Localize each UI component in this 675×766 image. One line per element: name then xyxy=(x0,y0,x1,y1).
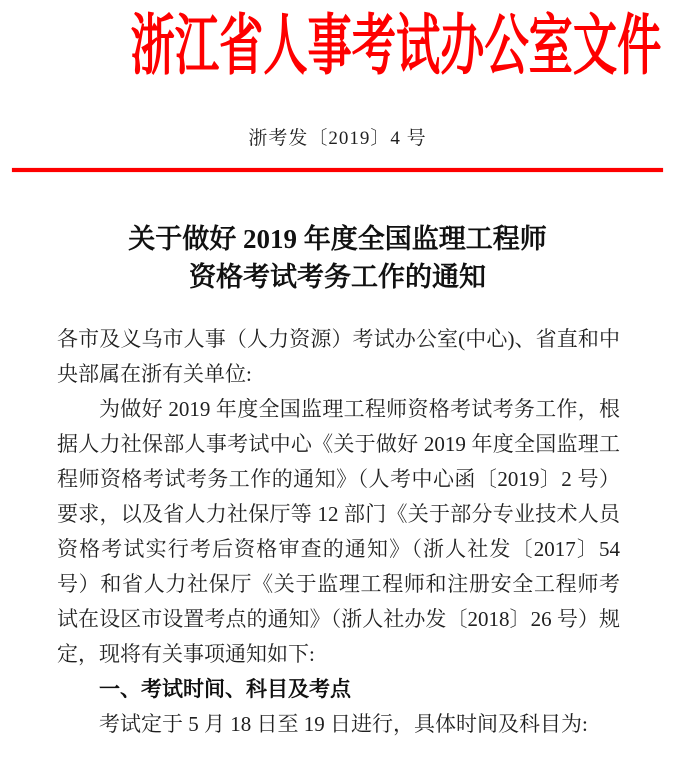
document-body xyxy=(57,322,620,742)
section1-heading: 一、考试时间、科目及考点 xyxy=(99,678,351,701)
exam-schedule-paragraph: 考试定于 5 月 18 日至 19 日进行，具体时间及科目为: xyxy=(99,712,588,736)
notice-title-line1: 关于做好 2019 年度全国监理工程师 xyxy=(128,224,547,254)
document-number: 浙考发〔2019〕4 号 xyxy=(248,128,427,149)
intro-paragraph: 为做好 2019 年度全国监理工程师资格考试考务工作，根据人力社保部人事考试中心《关于做好 2019 年度全国监理工程师资格考试考务工作的通知》（人考中心函〔2019〕2 号）要求，以及省人力社保厅等 12 部门《关于部分专业技术人员资格考试实行考后资格审查的通知》（浙人社发〔2017〕54 号）和省人力社保厅《关于监理工程师和注册安全工程师考试在设区市设置考点的通知》（浙人社办发〔2018〕26 号）规定，现将有关事项通知如下: xyxy=(57,397,620,666)
salutation-paragraph: 各市及义乌市人事（人力资源）考试办公室(中心)、省直和中央部属在浙有关单位: xyxy=(57,327,620,386)
document-masthead xyxy=(0,10,675,83)
notice-title xyxy=(0,220,675,296)
notice-title-line2: 资格考试考务工作的通知 xyxy=(189,262,486,292)
masthead-org-title: 浙江省人事考试办公室文件 xyxy=(130,10,662,83)
red-divider-rule xyxy=(12,168,663,172)
